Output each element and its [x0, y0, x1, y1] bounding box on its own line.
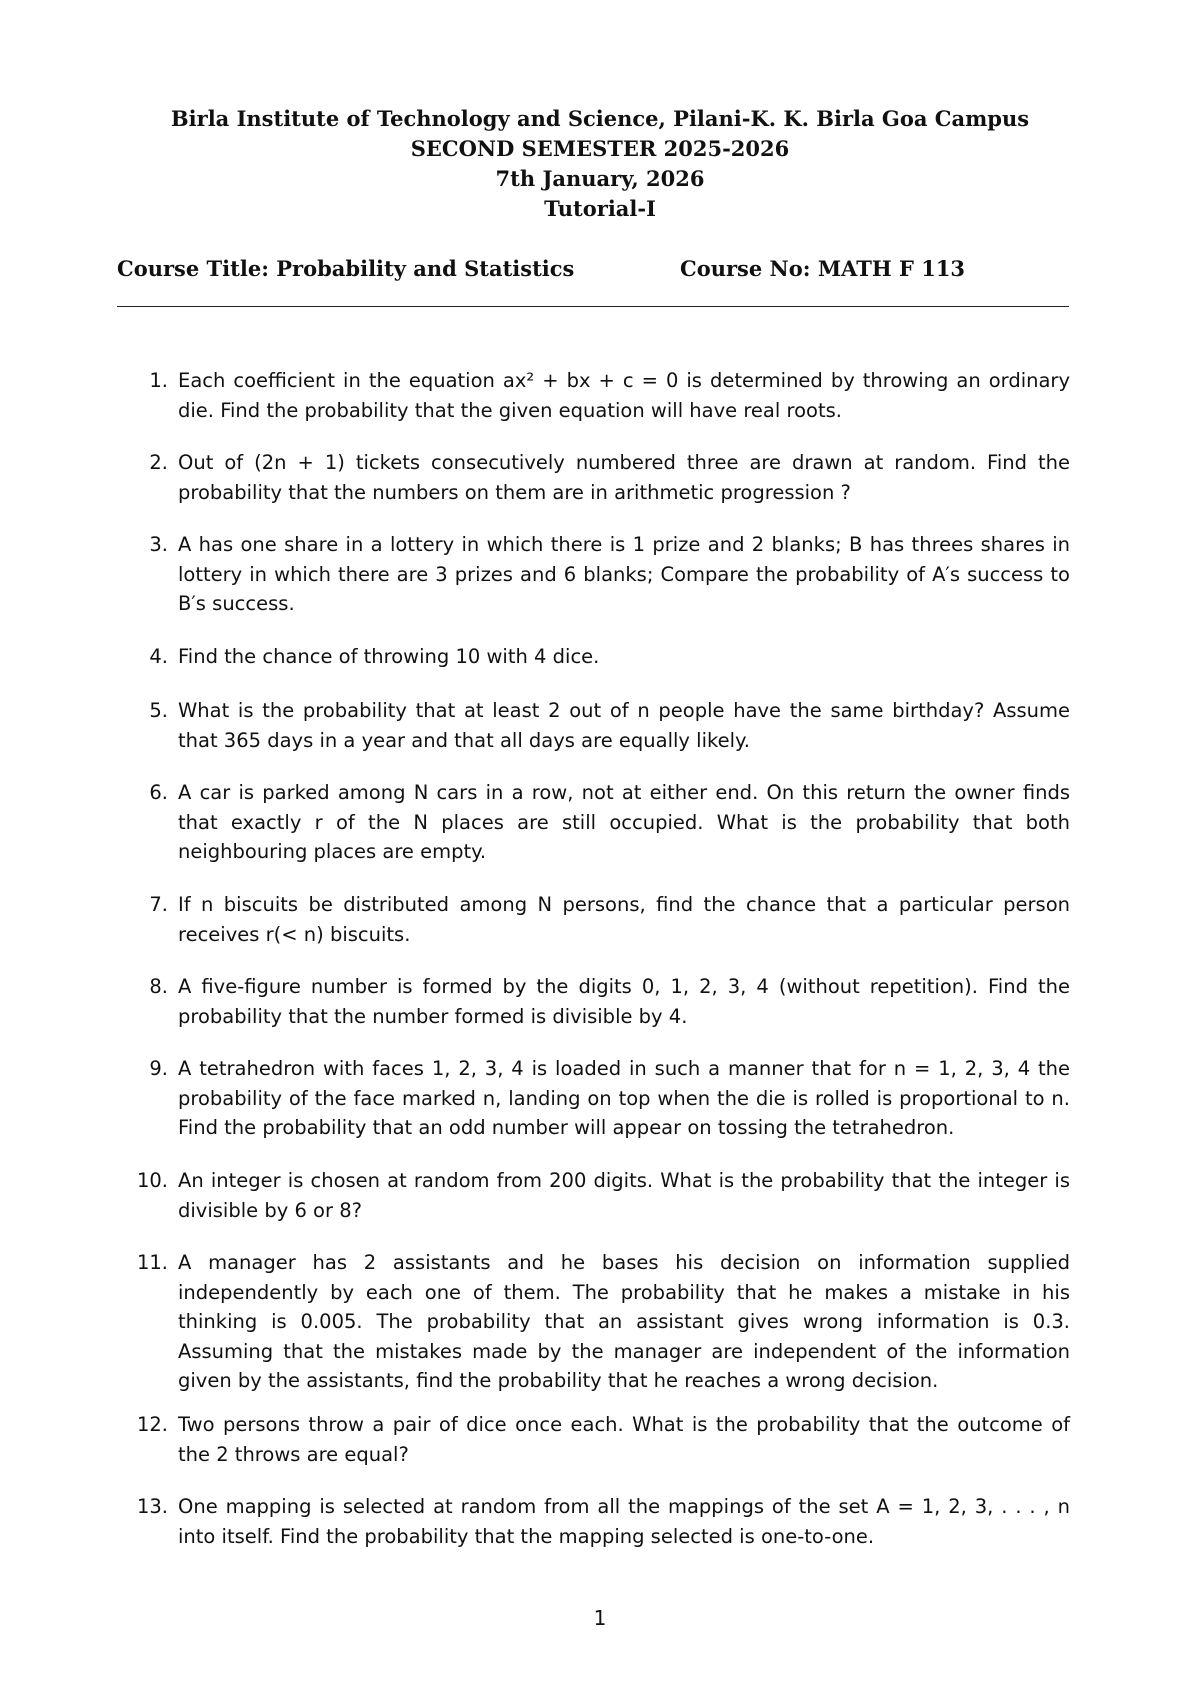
question-text: A tetrahedron with faces 1, 2, 3, 4 is loaded in such a manner that for n = 1, 2, 3, 4 the probability of the face marked n, landing on top when the die is rolled is proportional to n. Find the probability that an odd number will appear on tossing the tetrahedron. — [178, 1057, 1070, 1140]
course-number: Course No: MATH F 113 — [680, 256, 966, 281]
question-item — [135, 1492, 1070, 1551]
question-text: A car is parked among N cars in a row, not at either end. On this return the owner finds that exactly r of the N places are still occupied. What is the probability that both neighbouring places are empty. — [178, 781, 1070, 864]
question-text: One mapping is selected at random from all the mappings of the set A = 1, 2, 3, . . . , n into itself. Find the probability that the mapping selected is one-to-one. — [178, 1495, 1070, 1548]
question-number: 6. — [149, 781, 168, 804]
question-item — [135, 972, 1070, 1031]
question-text: Find the chance of throwing 10 with 4 dice. — [178, 645, 600, 668]
question-number: 11. — [136, 1251, 168, 1274]
tutorial-title: Tutorial-I — [544, 196, 656, 221]
question-item — [135, 778, 1070, 867]
institute-name: Birla Institute of Technology and Science, Pilani-K. K. Birla Goa Campus — [170, 106, 1030, 131]
question-item — [135, 530, 1070, 619]
header-divider — [117, 306, 1069, 307]
question-number: 4. — [149, 645, 168, 668]
question-item — [135, 448, 1070, 507]
question-text: What is the probability that at least 2 out of n people have the same birthday? Assume that 365 days in a year and that all days are equally likely. — [178, 699, 1070, 752]
question-number: 12. — [136, 1413, 168, 1436]
question-text: Two persons throw a pair of dice once each. What is the probability that the outcome of the 2 throws are equal? — [178, 1413, 1070, 1466]
question-text: If n biscuits be distributed among N persons, find the chance that a particular person receives r(< n) biscuits. — [178, 893, 1070, 946]
question-number: 1. — [149, 369, 168, 392]
question-item — [135, 642, 1070, 672]
question-text: A five-figure number is formed by the digits 0, 1, 2, 3, 4 (without repetition). Find the probability that the number formed is divisible by 4. — [178, 975, 1070, 1028]
question-item — [135, 696, 1070, 755]
question-item — [135, 1248, 1070, 1396]
question-text: A has one share in a lottery in which there is 1 prize and 2 blanks; B has threes shares in lottery in which there are 3 prizes and 6 blanks; Compare the probability of A′s success to B′s success. — [178, 533, 1070, 616]
date-line: 7th January, 2026 — [495, 166, 705, 191]
question-item — [135, 1166, 1070, 1225]
question-number: 13. — [136, 1495, 168, 1518]
question-text: Out of (2n + 1) tickets consecutively numbered three are drawn at random. Find the probability that the numbers on them are in arithmetic progression ? — [178, 451, 1070, 504]
question-text: An integer is chosen at random from 200 digits. What is the probability that the integer is divisible by 6 or 8? — [178, 1169, 1070, 1222]
question-item — [135, 890, 1070, 949]
semester-line: SECOND SEMESTER 2025-2026 — [410, 136, 790, 161]
page-number: 1 — [593, 1606, 607, 1630]
question-item — [135, 1410, 1070, 1469]
question-item — [135, 1054, 1070, 1143]
question-number: 7. — [149, 893, 168, 916]
question-number: 8. — [149, 975, 168, 998]
question-number: 2. — [149, 451, 168, 474]
question-item — [135, 366, 1070, 425]
question-number: 3. — [149, 533, 168, 556]
question-number: 10. — [136, 1169, 168, 1192]
course-title: Course Title: Probability and Statistics — [117, 256, 575, 281]
course-info-row — [117, 256, 1069, 286]
question-text: A manager has 2 assistants and he bases his decision on information supplied independently by each one of them. The probability that he makes a mistake in his thinking is 0.005. The probability that an assistant gives wrong information is 0.3. Assuming that the mistakes made by the manager are independent of the information given by the assistants, find the probability that he reaches a wrong decision. — [178, 1251, 1070, 1393]
question-number: 5. — [149, 699, 168, 722]
question-text: Each coefficient in the equation ax² + bx + c = 0 is determined by throwing an ordinary die. Find the probability that the given equation will have real roots. — [178, 369, 1070, 422]
question-number: 9. — [149, 1057, 168, 1080]
